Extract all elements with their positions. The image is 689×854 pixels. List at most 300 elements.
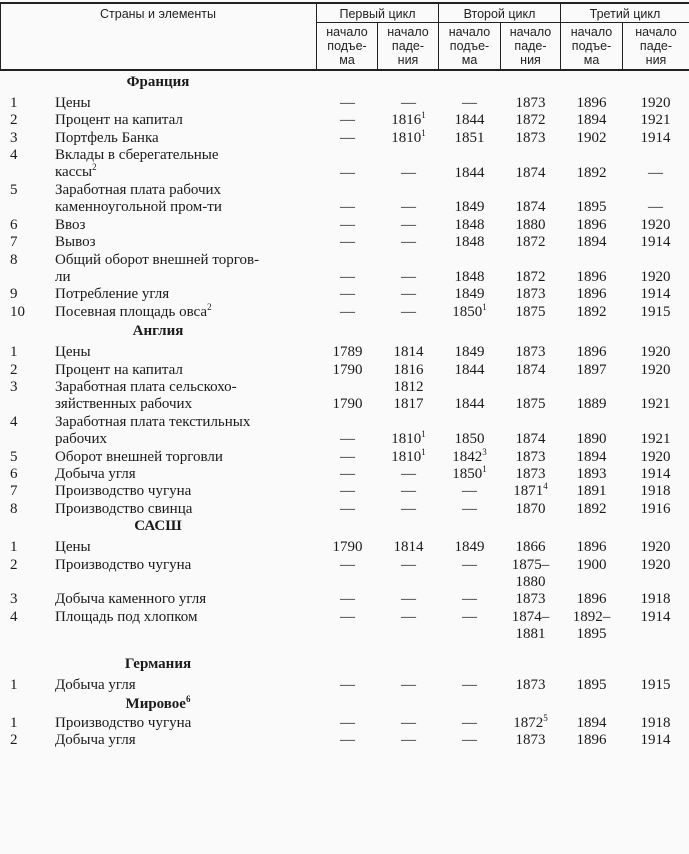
row-name-line bbox=[55, 112, 310, 129]
value-cell bbox=[561, 165, 622, 182]
value-line bbox=[561, 466, 622, 483]
row-number: 5 bbox=[10, 182, 18, 198]
value-cell bbox=[500, 732, 561, 749]
row-name-text: Добыча угля bbox=[55, 732, 136, 749]
value-text: — bbox=[401, 164, 416, 181]
value-line bbox=[500, 574, 561, 591]
row-name-text: Цены bbox=[55, 95, 91, 111]
value-line bbox=[378, 715, 439, 732]
value-text: 1896 bbox=[576, 539, 607, 556]
value-line bbox=[561, 396, 622, 413]
value-cell bbox=[439, 130, 500, 147]
table-row bbox=[0, 483, 689, 500]
header-sub-line: подъе- bbox=[449, 39, 490, 53]
footnote-mark: 1 bbox=[482, 301, 487, 312]
value-line bbox=[378, 501, 439, 518]
value-line bbox=[317, 199, 378, 216]
row-name-text: Цены bbox=[55, 344, 91, 361]
header-sub-line: ния bbox=[645, 53, 667, 67]
value-cell bbox=[500, 165, 561, 182]
value-cell bbox=[625, 396, 686, 413]
value-line bbox=[378, 609, 439, 626]
row-number: 6 bbox=[10, 466, 18, 482]
value-cell bbox=[317, 609, 378, 626]
table-row bbox=[0, 609, 689, 644]
value-text: — bbox=[648, 164, 663, 181]
table-row bbox=[0, 732, 689, 749]
value-line bbox=[500, 130, 561, 147]
value-text: — bbox=[340, 715, 355, 731]
value-text: 1849 bbox=[454, 539, 485, 556]
value-text: 1896 bbox=[576, 95, 607, 111]
value-line bbox=[317, 396, 378, 413]
row-number: 8 bbox=[10, 251, 18, 268]
value-line bbox=[561, 557, 622, 574]
value-line bbox=[625, 396, 686, 413]
value-text: 1891 bbox=[576, 483, 607, 500]
value-text: 1894 bbox=[576, 715, 607, 731]
value-line bbox=[500, 557, 561, 574]
value-cell bbox=[439, 431, 500, 448]
row-name-text: Производство свинца bbox=[55, 500, 193, 517]
value-line bbox=[500, 112, 561, 129]
footnote-mark: 2 bbox=[207, 301, 212, 312]
value-cell bbox=[625, 557, 686, 574]
row-name-line bbox=[55, 164, 310, 181]
value-text: 1790 bbox=[332, 396, 363, 413]
row-name bbox=[55, 414, 310, 448]
value-line bbox=[625, 501, 686, 518]
value-line bbox=[317, 449, 378, 466]
value-text: 1850 bbox=[452, 303, 483, 320]
row-name-text: Процент на капитал bbox=[55, 112, 183, 129]
value-line bbox=[378, 269, 439, 286]
value-text: — bbox=[401, 591, 416, 608]
value-cell bbox=[625, 591, 686, 608]
value-line bbox=[625, 217, 686, 234]
value-cell bbox=[378, 379, 439, 413]
value-text: 1914 bbox=[640, 466, 671, 482]
row-number: 1 bbox=[10, 539, 18, 556]
value-cell bbox=[317, 449, 378, 466]
value-cell bbox=[625, 449, 686, 466]
header-sub-rise bbox=[439, 25, 500, 67]
value-cell bbox=[317, 217, 378, 234]
row-name bbox=[55, 501, 310, 518]
row-number: 3 bbox=[10, 591, 18, 608]
value-text: 1920 bbox=[640, 268, 671, 285]
footnote-mark: 1 bbox=[482, 464, 487, 474]
row-name-text: Производство чугуна bbox=[55, 556, 192, 573]
value-cell bbox=[378, 304, 439, 321]
section-title-text: Мировое bbox=[125, 696, 186, 712]
value-text: 1896 bbox=[576, 268, 607, 285]
value-line bbox=[561, 449, 622, 466]
value-cell bbox=[439, 501, 500, 518]
value-line bbox=[317, 715, 378, 732]
value-cell bbox=[378, 446, 439, 466]
row-name-text: Вывоз bbox=[55, 234, 96, 251]
value-line bbox=[317, 591, 378, 608]
row-number: 1 bbox=[10, 676, 18, 693]
value-cell bbox=[625, 130, 686, 147]
value-line bbox=[378, 446, 439, 466]
section-title-text: Германия bbox=[124, 655, 192, 672]
row-name-text: Общий оборот внешней торгов- bbox=[55, 251, 260, 268]
table-row bbox=[0, 127, 689, 147]
value-line bbox=[439, 501, 500, 518]
value-line bbox=[317, 362, 378, 379]
row-name bbox=[55, 362, 310, 379]
value-line bbox=[378, 539, 439, 556]
value-line bbox=[317, 431, 378, 448]
table-row bbox=[0, 715, 689, 732]
value-line bbox=[625, 715, 686, 732]
value-text: 1921 bbox=[640, 396, 671, 413]
value-cell bbox=[378, 431, 439, 448]
value-text: 1920 bbox=[640, 539, 671, 556]
row-name-text: каменноугольной пром-ти bbox=[55, 199, 222, 215]
value-text: 1892 bbox=[576, 303, 607, 320]
row-name-line bbox=[55, 95, 310, 112]
value-text: 1874– bbox=[511, 608, 550, 625]
row-name bbox=[55, 609, 310, 626]
row-name-line bbox=[55, 252, 310, 269]
value-cell bbox=[625, 362, 686, 379]
value-text: — bbox=[340, 216, 355, 233]
value-cell bbox=[561, 304, 622, 321]
value-cell bbox=[378, 286, 439, 303]
value-cell bbox=[317, 304, 378, 321]
table-row bbox=[0, 677, 689, 694]
header-cycle-1: Первый цикл bbox=[339, 7, 416, 21]
value-cell bbox=[317, 344, 378, 361]
value-line bbox=[625, 95, 686, 112]
value-line bbox=[317, 112, 378, 129]
row-name-line bbox=[55, 234, 310, 251]
value-line bbox=[439, 396, 500, 413]
value-text: 1873 bbox=[515, 95, 546, 111]
value-line bbox=[561, 165, 622, 182]
row-name-line bbox=[55, 414, 310, 431]
value-line bbox=[439, 344, 500, 361]
value-text: 1875 bbox=[515, 396, 546, 413]
value-line bbox=[439, 483, 500, 500]
value-cell bbox=[439, 217, 500, 234]
row-name bbox=[55, 112, 310, 129]
value-line bbox=[439, 165, 500, 182]
value-line bbox=[317, 501, 378, 518]
value-cell bbox=[317, 677, 378, 694]
value-cell bbox=[625, 344, 686, 361]
value-cell bbox=[439, 732, 500, 749]
value-cell bbox=[500, 539, 561, 556]
row-number: 3 bbox=[10, 379, 18, 395]
row-name-text: Добыча каменного угля bbox=[55, 591, 207, 608]
header-sub-line: ма bbox=[583, 53, 600, 67]
value-cell bbox=[561, 501, 622, 518]
value-cell bbox=[317, 112, 378, 129]
value-text: — bbox=[401, 556, 416, 573]
value-line bbox=[500, 591, 561, 608]
row-name bbox=[55, 301, 310, 321]
value-line bbox=[439, 112, 500, 129]
value-cell bbox=[625, 95, 686, 112]
row-number: 6 bbox=[10, 216, 18, 233]
row-name bbox=[55, 344, 310, 361]
table-row bbox=[0, 557, 689, 592]
value-line bbox=[378, 344, 439, 361]
value-text: — bbox=[401, 199, 416, 216]
value-line bbox=[439, 234, 500, 251]
value-cell bbox=[378, 127, 439, 147]
row-name-line bbox=[55, 396, 310, 413]
value-cell bbox=[625, 539, 686, 556]
table-row bbox=[0, 301, 689, 321]
value-line bbox=[625, 449, 686, 466]
value-line bbox=[500, 396, 561, 413]
value-line bbox=[561, 269, 622, 286]
value-text: 1874 bbox=[515, 199, 546, 216]
value-cell bbox=[439, 483, 500, 500]
value-line bbox=[378, 557, 439, 574]
value-line bbox=[561, 130, 622, 147]
value-line bbox=[625, 112, 686, 129]
value-cell bbox=[625, 609, 686, 626]
row-number: 2 bbox=[10, 361, 18, 378]
value-text: 1914 bbox=[640, 286, 671, 303]
value-line bbox=[439, 591, 500, 608]
row-name bbox=[55, 539, 310, 556]
row-name-line bbox=[55, 431, 310, 448]
value-line bbox=[378, 396, 439, 413]
row-name bbox=[55, 715, 310, 732]
value-text: 1873 bbox=[515, 591, 546, 608]
value-text: — bbox=[340, 448, 355, 465]
value-text: 1875– bbox=[511, 556, 550, 573]
value-text: — bbox=[401, 95, 416, 111]
value-cell bbox=[500, 95, 561, 112]
value-text: 1897 bbox=[576, 361, 607, 378]
row-name bbox=[55, 234, 310, 251]
table-row bbox=[0, 95, 689, 112]
value-line bbox=[378, 165, 439, 182]
value-line bbox=[317, 304, 378, 321]
value-cell bbox=[561, 539, 622, 556]
value-cell bbox=[439, 165, 500, 182]
value-text: 1902 bbox=[576, 129, 607, 146]
value-line bbox=[625, 286, 686, 303]
row-name-text: Потребление угля bbox=[55, 286, 170, 303]
value-cell bbox=[317, 431, 378, 448]
row-name-text: Производство чугуна bbox=[55, 715, 192, 731]
value-line bbox=[439, 609, 500, 626]
value-cell bbox=[317, 466, 378, 483]
value-cell bbox=[625, 304, 686, 321]
value-cell bbox=[439, 199, 500, 216]
value-line bbox=[317, 557, 378, 574]
value-cell bbox=[561, 557, 622, 574]
table-row bbox=[0, 414, 689, 449]
value-cell bbox=[500, 396, 561, 413]
value-text: 1872 bbox=[515, 112, 546, 129]
value-cell bbox=[625, 501, 686, 518]
value-text: 1872 bbox=[515, 234, 546, 251]
value-cell bbox=[561, 396, 622, 413]
value-cell bbox=[317, 483, 378, 500]
value-text: 1850 bbox=[452, 466, 483, 482]
row-name-text: рабочих bbox=[55, 430, 107, 447]
value-line bbox=[378, 199, 439, 216]
value-text: 1851 bbox=[454, 129, 485, 146]
value-cell bbox=[317, 539, 378, 556]
row-number: 1 bbox=[10, 344, 18, 361]
table-row bbox=[0, 112, 689, 129]
value-text: — bbox=[340, 286, 355, 303]
value-text: 1914 bbox=[640, 129, 671, 146]
value-text: 1914 bbox=[640, 732, 671, 749]
value-cell bbox=[439, 609, 500, 626]
value-cell bbox=[561, 732, 622, 749]
value-line bbox=[378, 431, 439, 448]
value-text: 1873 bbox=[515, 448, 546, 465]
value-text: 1918 bbox=[640, 591, 671, 608]
value-cell bbox=[317, 501, 378, 518]
table-row bbox=[0, 234, 689, 251]
header-sub-line: подъе- bbox=[571, 39, 612, 53]
value-text: 1816 bbox=[391, 112, 422, 129]
value-text: — bbox=[401, 483, 416, 500]
value-line bbox=[439, 199, 500, 216]
table-row bbox=[0, 286, 689, 303]
value-text: 1844 bbox=[454, 396, 485, 413]
value-line bbox=[439, 732, 500, 749]
value-text: 1892 bbox=[576, 164, 607, 181]
header-sub-rise bbox=[561, 25, 622, 67]
header-sub-line: ма bbox=[461, 53, 478, 67]
value-cell bbox=[439, 269, 500, 286]
value-line bbox=[561, 609, 622, 626]
table-row bbox=[0, 591, 689, 608]
value-line bbox=[561, 112, 622, 129]
value-cell bbox=[561, 286, 622, 303]
row-name-text: Оборот внешней торговли bbox=[55, 448, 223, 465]
value-cell bbox=[439, 234, 500, 251]
value-cell bbox=[500, 677, 561, 694]
value-cell bbox=[378, 199, 439, 216]
value-text: 1921 bbox=[640, 431, 671, 448]
table-row bbox=[0, 217, 689, 234]
value-cell bbox=[561, 715, 622, 732]
value-text: 1871 bbox=[513, 483, 544, 500]
value-text: 1896 bbox=[576, 216, 607, 233]
value-line bbox=[625, 609, 686, 626]
value-text: — bbox=[340, 431, 355, 448]
value-cell bbox=[317, 234, 378, 251]
row-number: 7 bbox=[10, 483, 18, 500]
value-cell bbox=[625, 199, 686, 216]
row-name-text: зяйственных рабочих bbox=[55, 396, 193, 412]
value-text: 1881 bbox=[515, 625, 546, 642]
value-text: 1894 bbox=[576, 448, 607, 465]
footnote-mark: 3 bbox=[482, 446, 487, 457]
value-line bbox=[561, 539, 622, 556]
value-line bbox=[500, 609, 561, 626]
value-cell bbox=[561, 483, 622, 500]
value-cell bbox=[500, 130, 561, 147]
row-name-line bbox=[55, 269, 310, 286]
row-name-text: Заработная плата рабочих bbox=[55, 182, 222, 198]
header-sub-line: начало bbox=[448, 25, 491, 39]
value-line bbox=[625, 483, 686, 500]
value-line bbox=[439, 446, 500, 466]
value-text: — bbox=[340, 112, 355, 129]
value-cell bbox=[561, 431, 622, 448]
value-text: 1872 bbox=[515, 268, 546, 285]
value-text: 1873 bbox=[515, 129, 546, 146]
value-text: 1875 bbox=[515, 303, 546, 320]
value-cell bbox=[561, 344, 622, 361]
value-line bbox=[625, 344, 686, 361]
row-number: 5 bbox=[10, 448, 18, 465]
value-text: 1920 bbox=[640, 344, 671, 361]
value-text: 1896 bbox=[576, 732, 607, 749]
value-line bbox=[317, 286, 378, 303]
value-cell bbox=[439, 591, 500, 608]
value-text: 1900 bbox=[576, 556, 607, 573]
row-number: 10 bbox=[10, 303, 25, 320]
value-line bbox=[439, 431, 500, 448]
value-text: — bbox=[401, 608, 416, 625]
value-text: — bbox=[462, 556, 477, 573]
value-cell bbox=[500, 483, 561, 500]
value-text: 1842 bbox=[452, 448, 483, 465]
value-text: 1880 bbox=[515, 573, 546, 590]
value-cell bbox=[500, 269, 561, 286]
row-number: 8 bbox=[10, 500, 18, 517]
value-line bbox=[561, 286, 622, 303]
value-text: — bbox=[340, 303, 355, 320]
value-line bbox=[625, 269, 686, 286]
row-name-line bbox=[55, 466, 310, 483]
value-line bbox=[561, 732, 622, 749]
row-name bbox=[55, 449, 310, 466]
value-line bbox=[439, 301, 500, 321]
row-name-text: Производство чугуна bbox=[55, 483, 192, 500]
row-number: 1 bbox=[10, 95, 18, 111]
value-line bbox=[378, 466, 439, 483]
value-cell bbox=[561, 217, 622, 234]
value-cell bbox=[378, 557, 439, 574]
value-text: — bbox=[340, 500, 355, 517]
row-name-text: Посевная площадь овса bbox=[55, 303, 208, 320]
value-text: 1844 bbox=[454, 164, 485, 181]
row-name bbox=[55, 677, 310, 694]
value-cell bbox=[317, 396, 378, 413]
row-name-text: кассы bbox=[55, 164, 93, 181]
value-line bbox=[625, 677, 686, 694]
value-line bbox=[625, 165, 686, 182]
value-line bbox=[317, 234, 378, 251]
row-name-line bbox=[55, 557, 310, 574]
value-text: 1848 bbox=[454, 268, 485, 285]
value-text: — bbox=[462, 95, 477, 111]
value-line bbox=[317, 344, 378, 361]
section-title bbox=[0, 656, 316, 673]
value-cell bbox=[317, 130, 378, 147]
footnote-mark: 2 bbox=[92, 162, 97, 173]
value-line bbox=[625, 591, 686, 608]
